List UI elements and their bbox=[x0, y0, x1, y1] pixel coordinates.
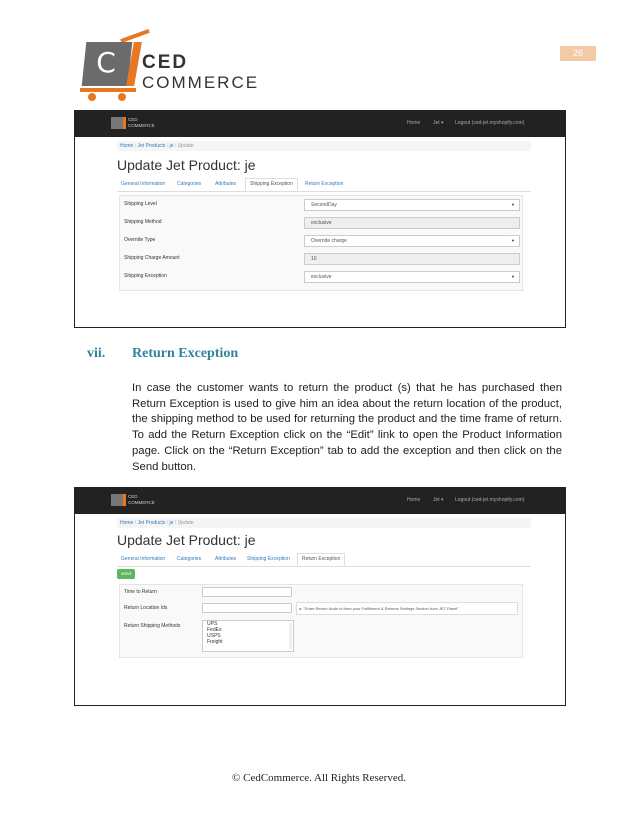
shipping-charge-label: Shipping Charge Amount bbox=[124, 255, 180, 261]
logo-mark: C bbox=[96, 46, 116, 79]
tab-shipping-exception[interactable]: Shipping Exception bbox=[245, 178, 298, 191]
tab-attributes[interactable]: Attributes bbox=[215, 181, 237, 187]
breadcrumb-product[interactable]: je bbox=[169, 520, 174, 526]
cart-handle-shape bbox=[120, 29, 150, 43]
override-type-row bbox=[120, 232, 522, 250]
nav-logo bbox=[111, 117, 155, 131]
section-number: vii. bbox=[87, 346, 106, 361]
shipping-exception-row bbox=[120, 268, 522, 286]
tab-general-information[interactable]: General Information bbox=[121, 556, 166, 562]
tab-return-exception[interactable]: Return Exception bbox=[305, 181, 344, 187]
cart-wheel-right bbox=[118, 93, 126, 101]
shipping-methods-multiselect[interactable] bbox=[202, 620, 294, 652]
tab-return-exception[interactable]: Return Exception bbox=[297, 553, 345, 566]
breadcrumb-jet-products[interactable]: Jet Products bbox=[137, 520, 166, 526]
shipping-charge-row bbox=[120, 250, 522, 268]
return-exception-screenshot bbox=[74, 487, 566, 706]
shipping-form-panel bbox=[119, 195, 523, 291]
shipping-method-option[interactable]: USPS bbox=[207, 633, 221, 639]
shipping-exception-screenshot bbox=[74, 110, 566, 328]
send-button[interactable]: send bbox=[117, 569, 135, 579]
override-type-label: Override Type bbox=[124, 237, 156, 243]
nav-logout-link[interactable]: Logout (ced-jet.myshopify.com) bbox=[455, 497, 525, 503]
logo-ced-text: CED bbox=[142, 52, 189, 73]
breadcrumb: Home / Jet Products / je / Update bbox=[117, 141, 531, 151]
time-to-return-label: Time to Return bbox=[124, 589, 157, 595]
nav-logout-link[interactable]: Logout (ced-jet.myshopify.com) bbox=[455, 120, 525, 126]
section-paragraph: In case the customer wants to return the product (s) that he has purchased then Return Exception is used to give him an idea about the return location of the product, the shipping method to be used for returning the product and the time frame of return. To add the Return Exception click on the “Edit” link to open the Product Information page. Click on the “Return Exception” tab to add the exception and then click on the Send button. bbox=[132, 382, 562, 473]
tab-categories[interactable]: Categories bbox=[177, 556, 202, 562]
page-title: Update Jet Product: je bbox=[117, 157, 256, 173]
product-tabs bbox=[117, 179, 531, 192]
page-number: 26 bbox=[560, 46, 596, 61]
tab-categories[interactable]: Categories bbox=[177, 181, 202, 187]
shipping-methods-label: Return Shipping Methods bbox=[124, 623, 181, 629]
caret-down-icon: ▼ bbox=[511, 238, 515, 243]
section-title: Return Exception bbox=[132, 346, 239, 361]
time-to-return-input[interactable] bbox=[202, 587, 292, 597]
shipping-level-select[interactable]: SecondDay ▼ bbox=[304, 199, 520, 211]
return-location-input[interactable] bbox=[202, 603, 292, 613]
breadcrumb-home[interactable]: Home bbox=[120, 520, 134, 526]
cedcommerce-logo bbox=[80, 30, 260, 100]
tab-shipping-exception[interactable]: Shipping Exception bbox=[247, 556, 290, 562]
cart-wheel-left bbox=[88, 93, 96, 101]
nav-jet-dropdown[interactable]: Jet ▾ bbox=[433, 497, 444, 503]
shipping-level-row bbox=[120, 196, 522, 214]
nav-jet-dropdown[interactable]: Jet ▾ bbox=[433, 120, 444, 126]
override-type-select[interactable]: Override charge ▼ bbox=[304, 235, 520, 247]
logo-commerce-text: COMMERCE bbox=[142, 73, 260, 92]
shipping-method-label: Shipping Method bbox=[124, 219, 162, 225]
nav-logo-bar bbox=[123, 494, 126, 506]
shipping-level-label: Shipping Level bbox=[124, 201, 157, 207]
breadcrumb-jet-products[interactable]: Jet Products bbox=[137, 143, 166, 149]
shipping-charge-field: 10 bbox=[304, 253, 520, 265]
nav-home-link[interactable]: Home bbox=[407, 497, 421, 503]
shipping-method-field: exclusive bbox=[304, 217, 520, 229]
tab-attributes[interactable]: Attributes bbox=[215, 556, 237, 562]
shipping-method-option[interactable]: UPS bbox=[207, 621, 218, 627]
nav-logo-bar bbox=[123, 117, 126, 129]
nav-logo-text: CED COMMERCE bbox=[128, 494, 155, 505]
shipping-method-row bbox=[120, 214, 522, 232]
caret-down-icon: ▼ bbox=[511, 202, 515, 207]
app-navbar bbox=[75, 111, 565, 137]
return-location-hint: a. "Enter Return Node id from your Fulfillment & Returns Settings Section from JET Panel" bbox=[296, 602, 518, 615]
breadcrumb-home[interactable]: Home bbox=[120, 143, 134, 149]
cart-base-shape bbox=[80, 88, 136, 92]
return-location-label: Return Location Ids bbox=[124, 605, 168, 611]
return-form-panel bbox=[119, 584, 523, 658]
nav-logo-icon bbox=[111, 117, 123, 129]
shipping-method-option[interactable]: Freight bbox=[207, 639, 223, 645]
app-navbar bbox=[75, 488, 565, 514]
shipping-exception-select[interactable]: exclusive ▼ bbox=[304, 271, 520, 283]
nav-logo-icon bbox=[111, 494, 123, 506]
shipping-method-option[interactable]: FedEx bbox=[207, 627, 222, 633]
breadcrumb-product[interactable]: je bbox=[169, 143, 174, 149]
product-tabs bbox=[117, 554, 531, 567]
list-scrollbar[interactable] bbox=[289, 623, 292, 649]
breadcrumb-current: Update bbox=[177, 143, 194, 149]
nav-logo-text: CED COMMERCE bbox=[128, 117, 155, 128]
caret-down-icon: ▼ bbox=[511, 274, 515, 279]
breadcrumb: Home / Jet Products / je / Update bbox=[117, 518, 531, 528]
page-footer: © CedCommerce. All Rights Reserved. bbox=[232, 772, 406, 784]
tab-general-information[interactable]: General Information bbox=[121, 181, 166, 187]
breadcrumb-current: Update bbox=[177, 520, 194, 526]
nav-logo bbox=[111, 494, 155, 508]
nav-home-link[interactable]: Home bbox=[407, 120, 421, 126]
page-title: Update Jet Product: je bbox=[117, 532, 256, 548]
shipping-exception-label: Shipping Exception bbox=[124, 273, 167, 279]
